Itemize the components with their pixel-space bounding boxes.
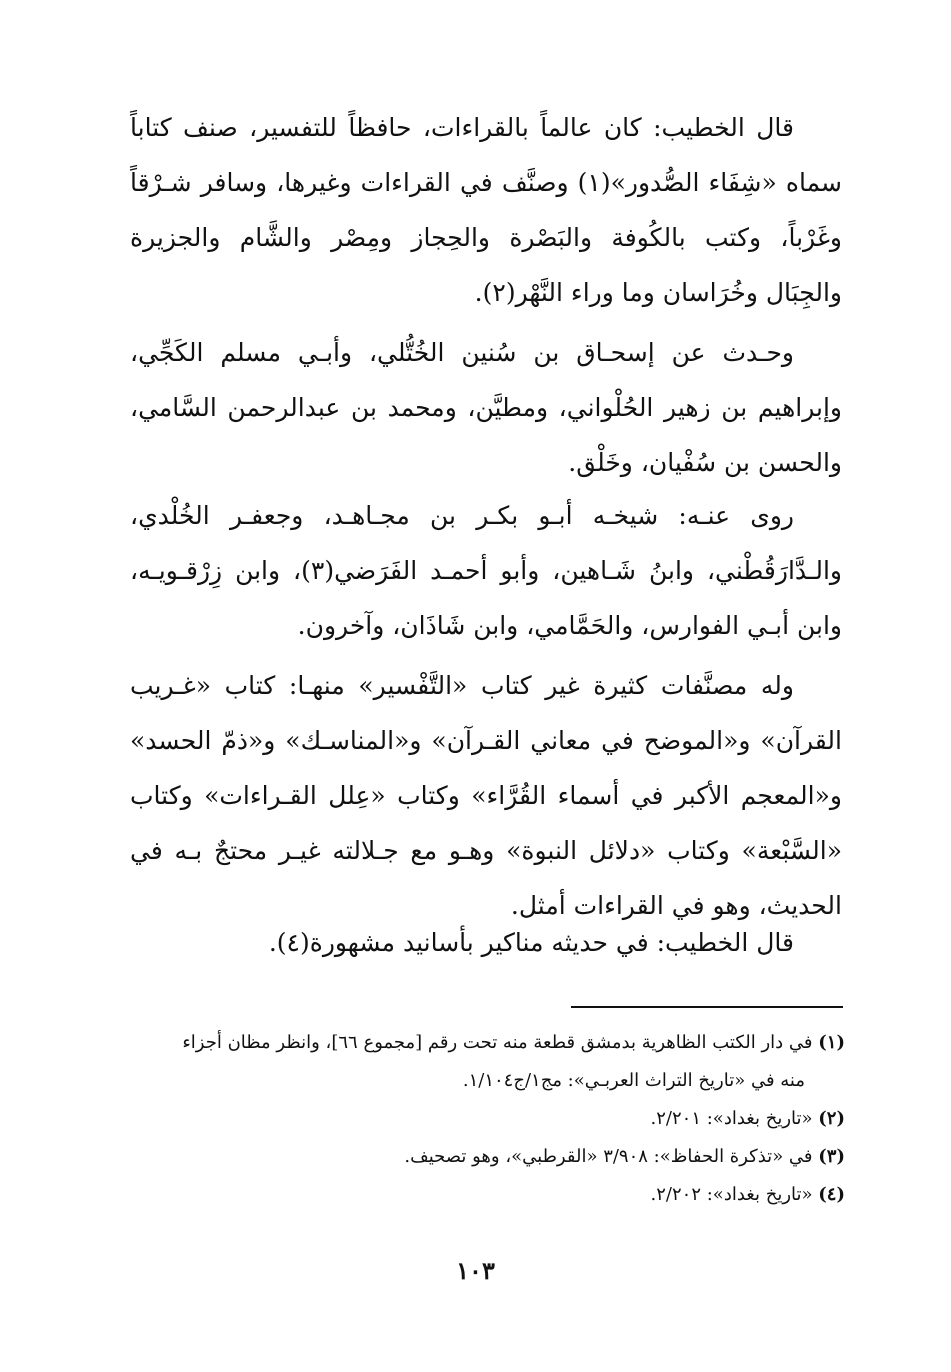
footnote-text: في دار الكتب الظاهرية بدمشق قطعة منه تحت رقم [مجموع ٦٦]، وانظر مظان أجزاء: [182, 1032, 813, 1053]
page-number: ١٠٣: [456, 1256, 495, 1285]
footnotes-section: [130, 1024, 845, 1214]
footnote-text: «تاريخ بغداد»: ٢/٢٠٢.: [650, 1184, 813, 1205]
paragraph-text: روى عنـه: شيخـه أبـو بكـر بن مجـاهـد، وجعفـر الخُلْدي، والـدَّارَقُطْني، وابنُ شَـاهين، وأبو أحمـد الفَرَضي(٣)، وابن زِرْقـويـه، وابن أبـي الفوارس، والحَمَّامي، وابن شَاذَان، وآخرون.: [130, 501, 842, 640]
footnote-text: «تاريخ بغداد»: ٢/٢٠١.: [650, 1108, 813, 1129]
paragraph-5: [130, 915, 842, 970]
footnote-3: [130, 1138, 845, 1176]
paragraph-text: قال الخطيب: كان عالماً بالقراءات، حافظاً للتفسير، صنف كتاباً سماه «شِفَاء الصُّدور»(١) وصنَّف في القراءات وغيرها، وسافر شـرْقاً وغَرْباً، وكتب بالكُوفة والبَصْرة والحِجاز ومِصْر والشَّام والجزيرة والجِبَال وخُرَاسان وما وراء النَّهْر(٢).: [130, 113, 842, 307]
footnote-marker: (٣): [818, 1146, 845, 1167]
footnote-text: في «تذكرة الحفاظ»: ٣/٩٠٨ «القرطبي»، وهو تصحيف.: [404, 1146, 813, 1167]
footnote-2: [130, 1100, 845, 1138]
footnote-marker: (٢): [818, 1108, 845, 1129]
paragraph-text: وله مصنَّفات كثيرة غير كتاب «التَّفْسير» منهـا: كتاب «غـريب القرآن» و«الموضح في معاني القـرآن» و«المناسـك» و«ذمّ الحسد» و«المعجم الأكبر في أسماء القُرَّاء» وكتاب «عِلل القـراءات» وكتاب «السَّبْعة» وكتاب «دلائل النبوة» وهـو مع جـلالته غيـر محتجٌ بـه في الحديث، وهو في القراءات أمثل.: [130, 671, 842, 920]
paragraph-3: [130, 488, 842, 653]
paragraph-4: [130, 658, 842, 933]
footnote-marker: (٤): [818, 1184, 845, 1205]
paragraph-1: [130, 100, 842, 320]
footnote-1-continuation: [130, 1062, 845, 1100]
footnote-marker: (١): [818, 1032, 845, 1053]
paragraph-text: قال الخطيب: في حديثه مناكير بأسانيد مشهورة(٤).: [268, 928, 794, 957]
footnote-text: منه في «تاريخ التراث العربـي»: مج١/ج١/١٠٤.: [462, 1070, 805, 1091]
footnote-divider: [571, 1006, 843, 1008]
paragraph-2: [130, 325, 842, 490]
footnote-1: [130, 1024, 845, 1062]
footnote-4: [130, 1176, 845, 1214]
paragraph-text: وحـدث عن إسحـاق بن سُنين الخُتُّلي، وأبـي مسلم الكَجِّي، وإبراهيم بن زهير الحُلْواني، ومطيَّن، ومحمد بن عبدالرحمن السَّامي، والحسن بن سُفْيان، وخَلْق.: [130, 338, 842, 477]
